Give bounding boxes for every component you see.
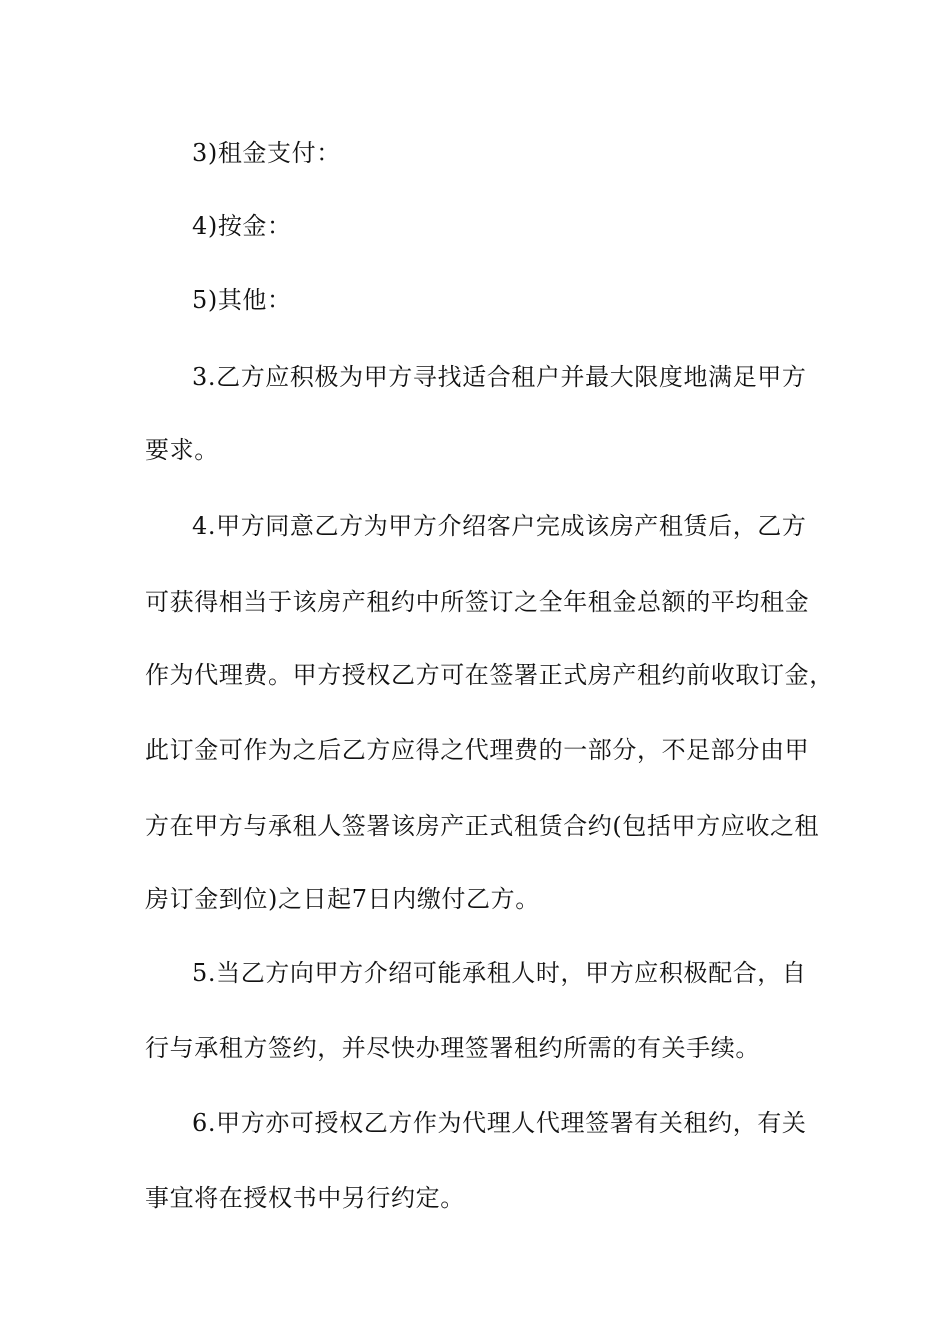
clause-3-line-1: 3.乙方应积极为甲方寻找适合租户并最大限度地满足甲方 — [192, 363, 807, 391]
item-deposit: 4)按金： — [192, 212, 292, 240]
clause-4-line-2: 可获得相当于该房产租约中所签订之全年租金总额的平均租金 — [145, 588, 810, 616]
clause-6-line-1: 6.甲方亦可授权乙方作为代理人代理签署有关租约，有关 — [192, 1109, 807, 1137]
item-rent-payment: 3)租金支付： — [192, 139, 341, 167]
clause-4-line-4: 此订金可作为之后乙方应得之代理费的一部分，不足部分由甲 — [145, 736, 810, 764]
clause-4-line-1: 4.甲方同意乙方为甲方介绍客户完成该房产租赁后，乙方 — [192, 512, 807, 540]
clause-3-line-2: 要求。 — [145, 436, 219, 464]
clause-5-line-1: 5.当乙方向甲方介绍可能承租人时，甲方应积极配合，自 — [192, 959, 807, 987]
clause-5-line-2: 行与承租方签约，并尽快办理签署租约所需的有关手续。 — [145, 1034, 760, 1062]
item-other: 5)其他： — [192, 286, 292, 314]
clause-6-line-2: 事宜将在授权书中另行约定。 — [145, 1184, 465, 1212]
clause-4-line-6: 房订金到位)之日起7日内缴付乙方。 — [145, 885, 540, 913]
clause-4-line-3: 作为代理费。甲方授权乙方可在签署正式房产租约前收取订金， — [145, 661, 834, 689]
clause-4-line-5: 方在甲方与承租人签署该房产正式租赁合约(包括甲方应收之租 — [145, 812, 820, 840]
